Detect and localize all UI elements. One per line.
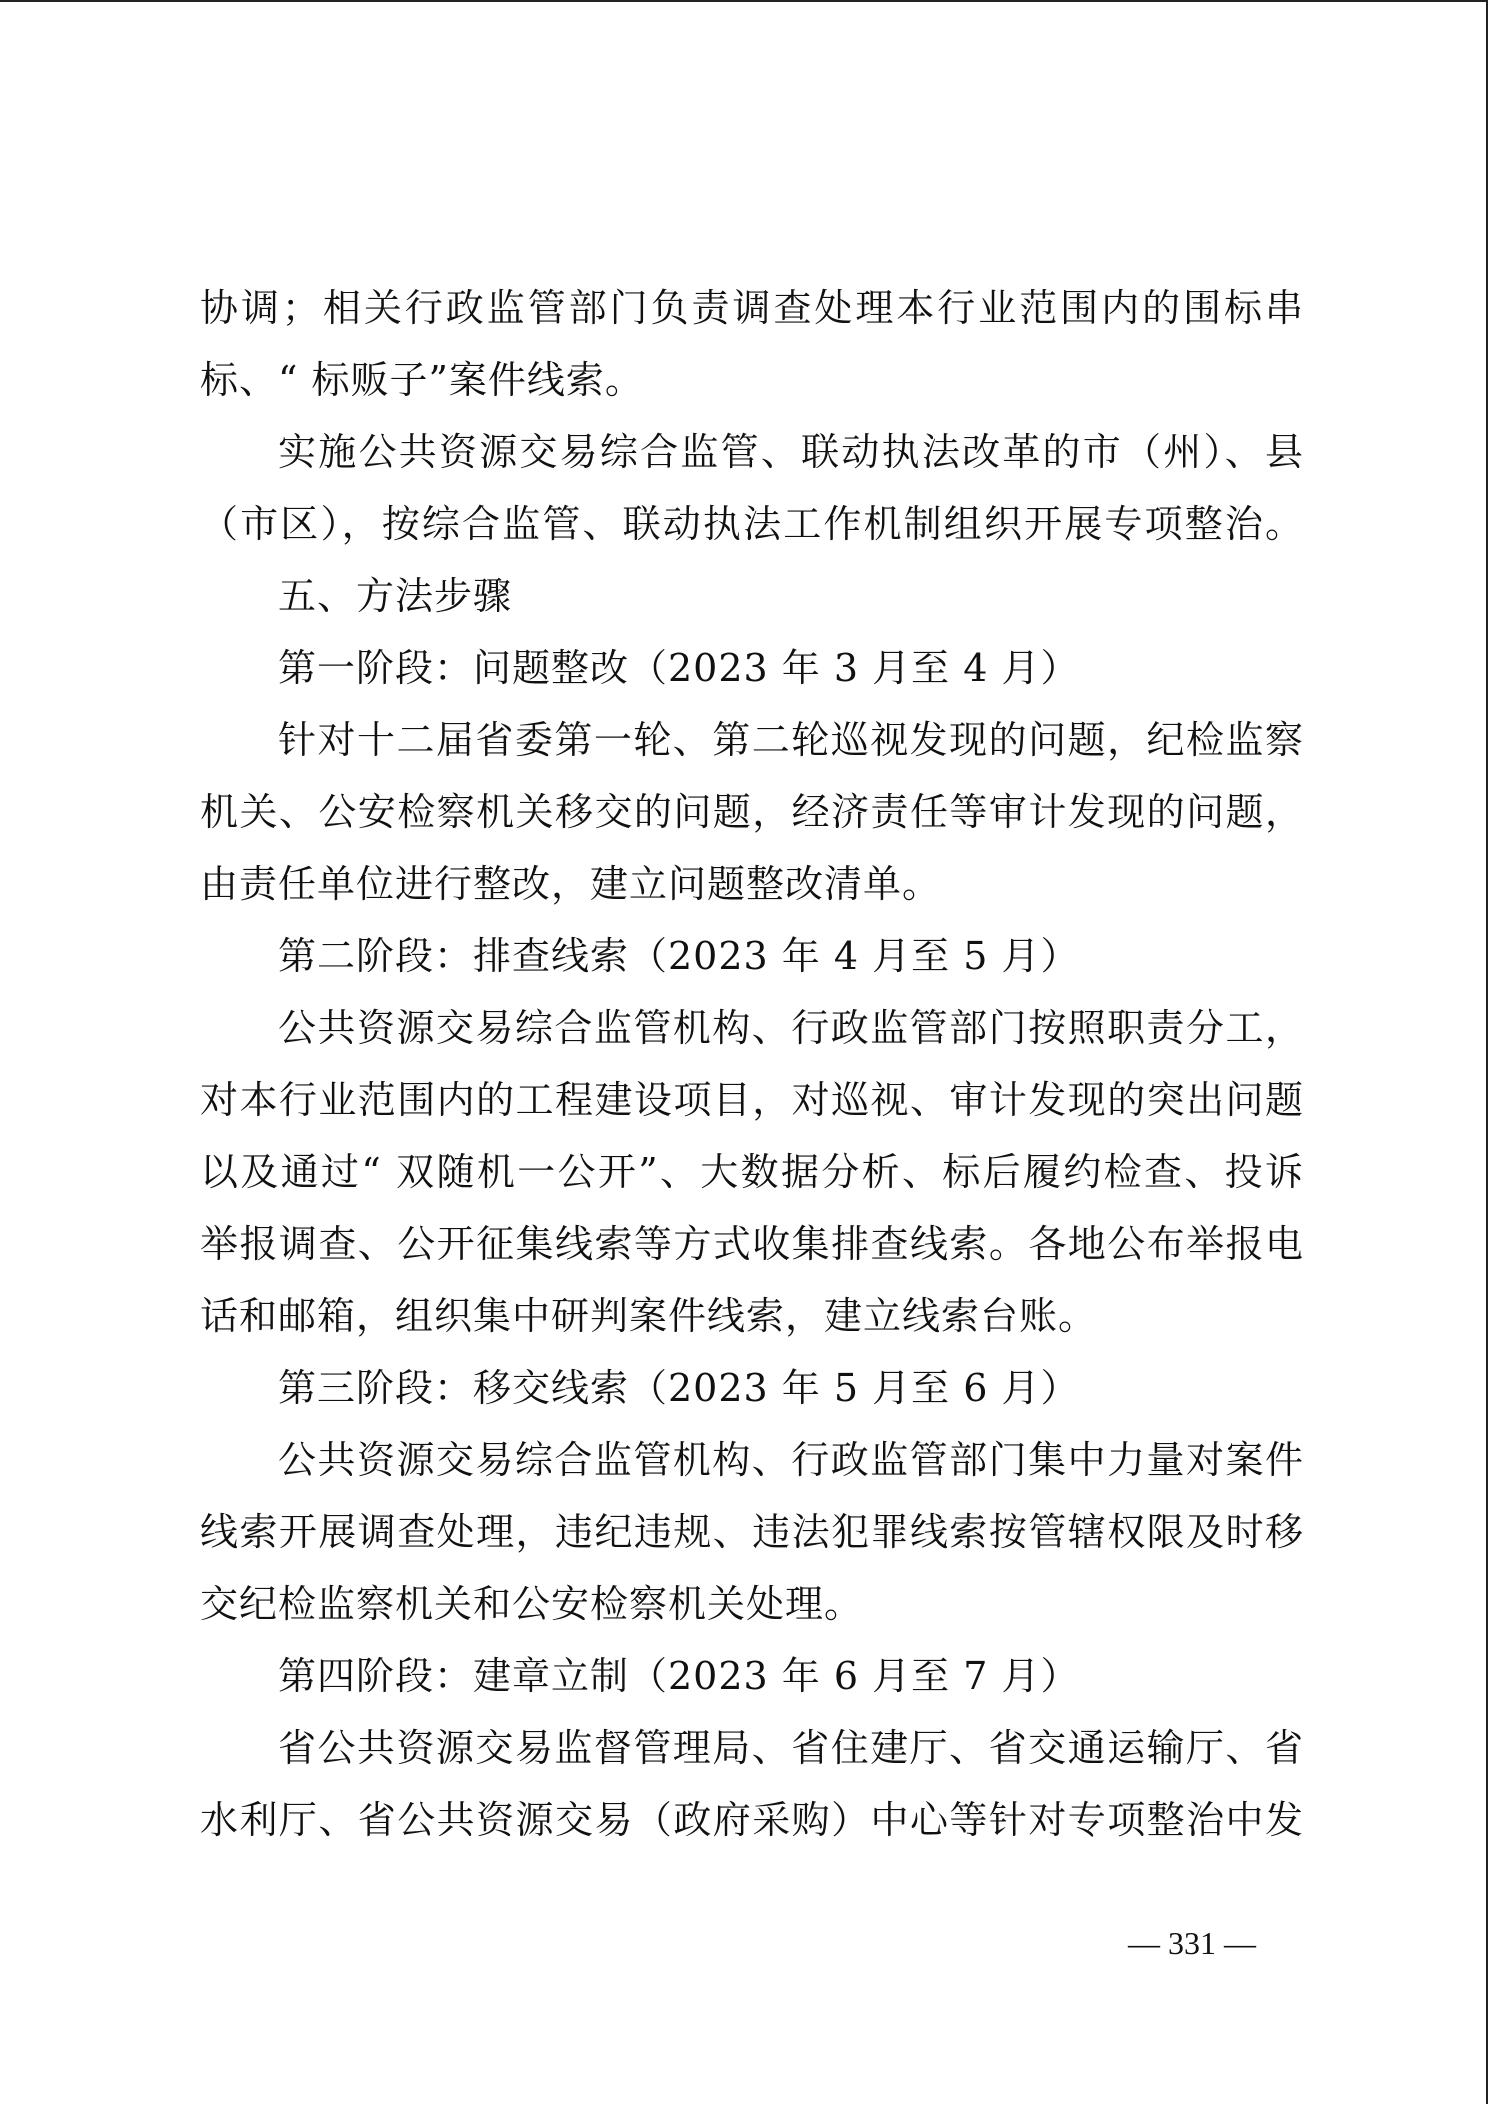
text-line: 省公共资源交易监督管理局、省住建厅、省交通运输厅、省 <box>278 1726 1304 1770</box>
text-line: 举报调查、公开征集线索等方式收集排查线索。各地公布举报电 <box>200 1222 1304 1266</box>
text-line: 由责任单位进行整改，建立问题整改清单。 <box>200 862 942 906</box>
text-line: （市区），按综合监管、联动执法工作机制组织开展专项整治。 <box>200 502 1304 546</box>
text-line: 标、“ 标贩子”案件线索。 <box>200 358 644 402</box>
section-heading: 五、方法步骤 <box>278 574 513 618</box>
text-line: 机关、公安检察机关移交的问题，经济责任等审计发现的问题， <box>200 790 1304 834</box>
text-line: 水利厅、省公共资源交易（政府采购）中心等针对专项整治中发 <box>200 1798 1304 1842</box>
text-line: 公共资源交易综合监管机构、行政监管部门按照职责分工， <box>278 1006 1304 1050</box>
text-line: 以及通过“ 双随机一公开”、大数据分析、标后履约检查、投诉 <box>200 1150 1304 1194</box>
stage-heading: 第四阶段：建章立制（2023 年 6 月至 7 月） <box>278 1654 1080 1698</box>
page-number: — 331 — <box>1128 1925 1256 1961</box>
text-line: 协调；相关行政监管部门负责调查处理本行业范围内的围标串 <box>200 286 1304 330</box>
stage-heading: 第二阶段：排查线索（2023 年 4 月至 5 月） <box>278 934 1080 978</box>
text-line: 公共资源交易综合监管机构、行政监管部门集中力量对案件 <box>278 1438 1304 1482</box>
text-line: 针对十二届省委第一轮、第二轮巡视发现的问题，纪检监察 <box>278 718 1304 762</box>
text-line: 线索开展调查处理，违纪违规、违法犯罪线索按管辖权限及时移 <box>200 1510 1304 1554</box>
text-line: 对本行业范围内的工程建设项目，对巡视、审计发现的突出问题 <box>200 1078 1304 1122</box>
text-line: 实施公共资源交易综合监管、联动执法改革的市（州）、县 <box>278 430 1304 474</box>
stage-heading: 第一阶段：问题整改（2023 年 3 月至 4 月） <box>278 646 1080 690</box>
text-line: 交纪检监察机关和公安检察机关处理。 <box>200 1582 864 1626</box>
stage-heading: 第三阶段：移交线索（2023 年 5 月至 6 月） <box>278 1366 1080 1410</box>
document-body <box>200 272 1304 1856</box>
text-line: 话和邮箱，组织集中研判案件线索，建立线索台账。 <box>200 1294 1098 1338</box>
